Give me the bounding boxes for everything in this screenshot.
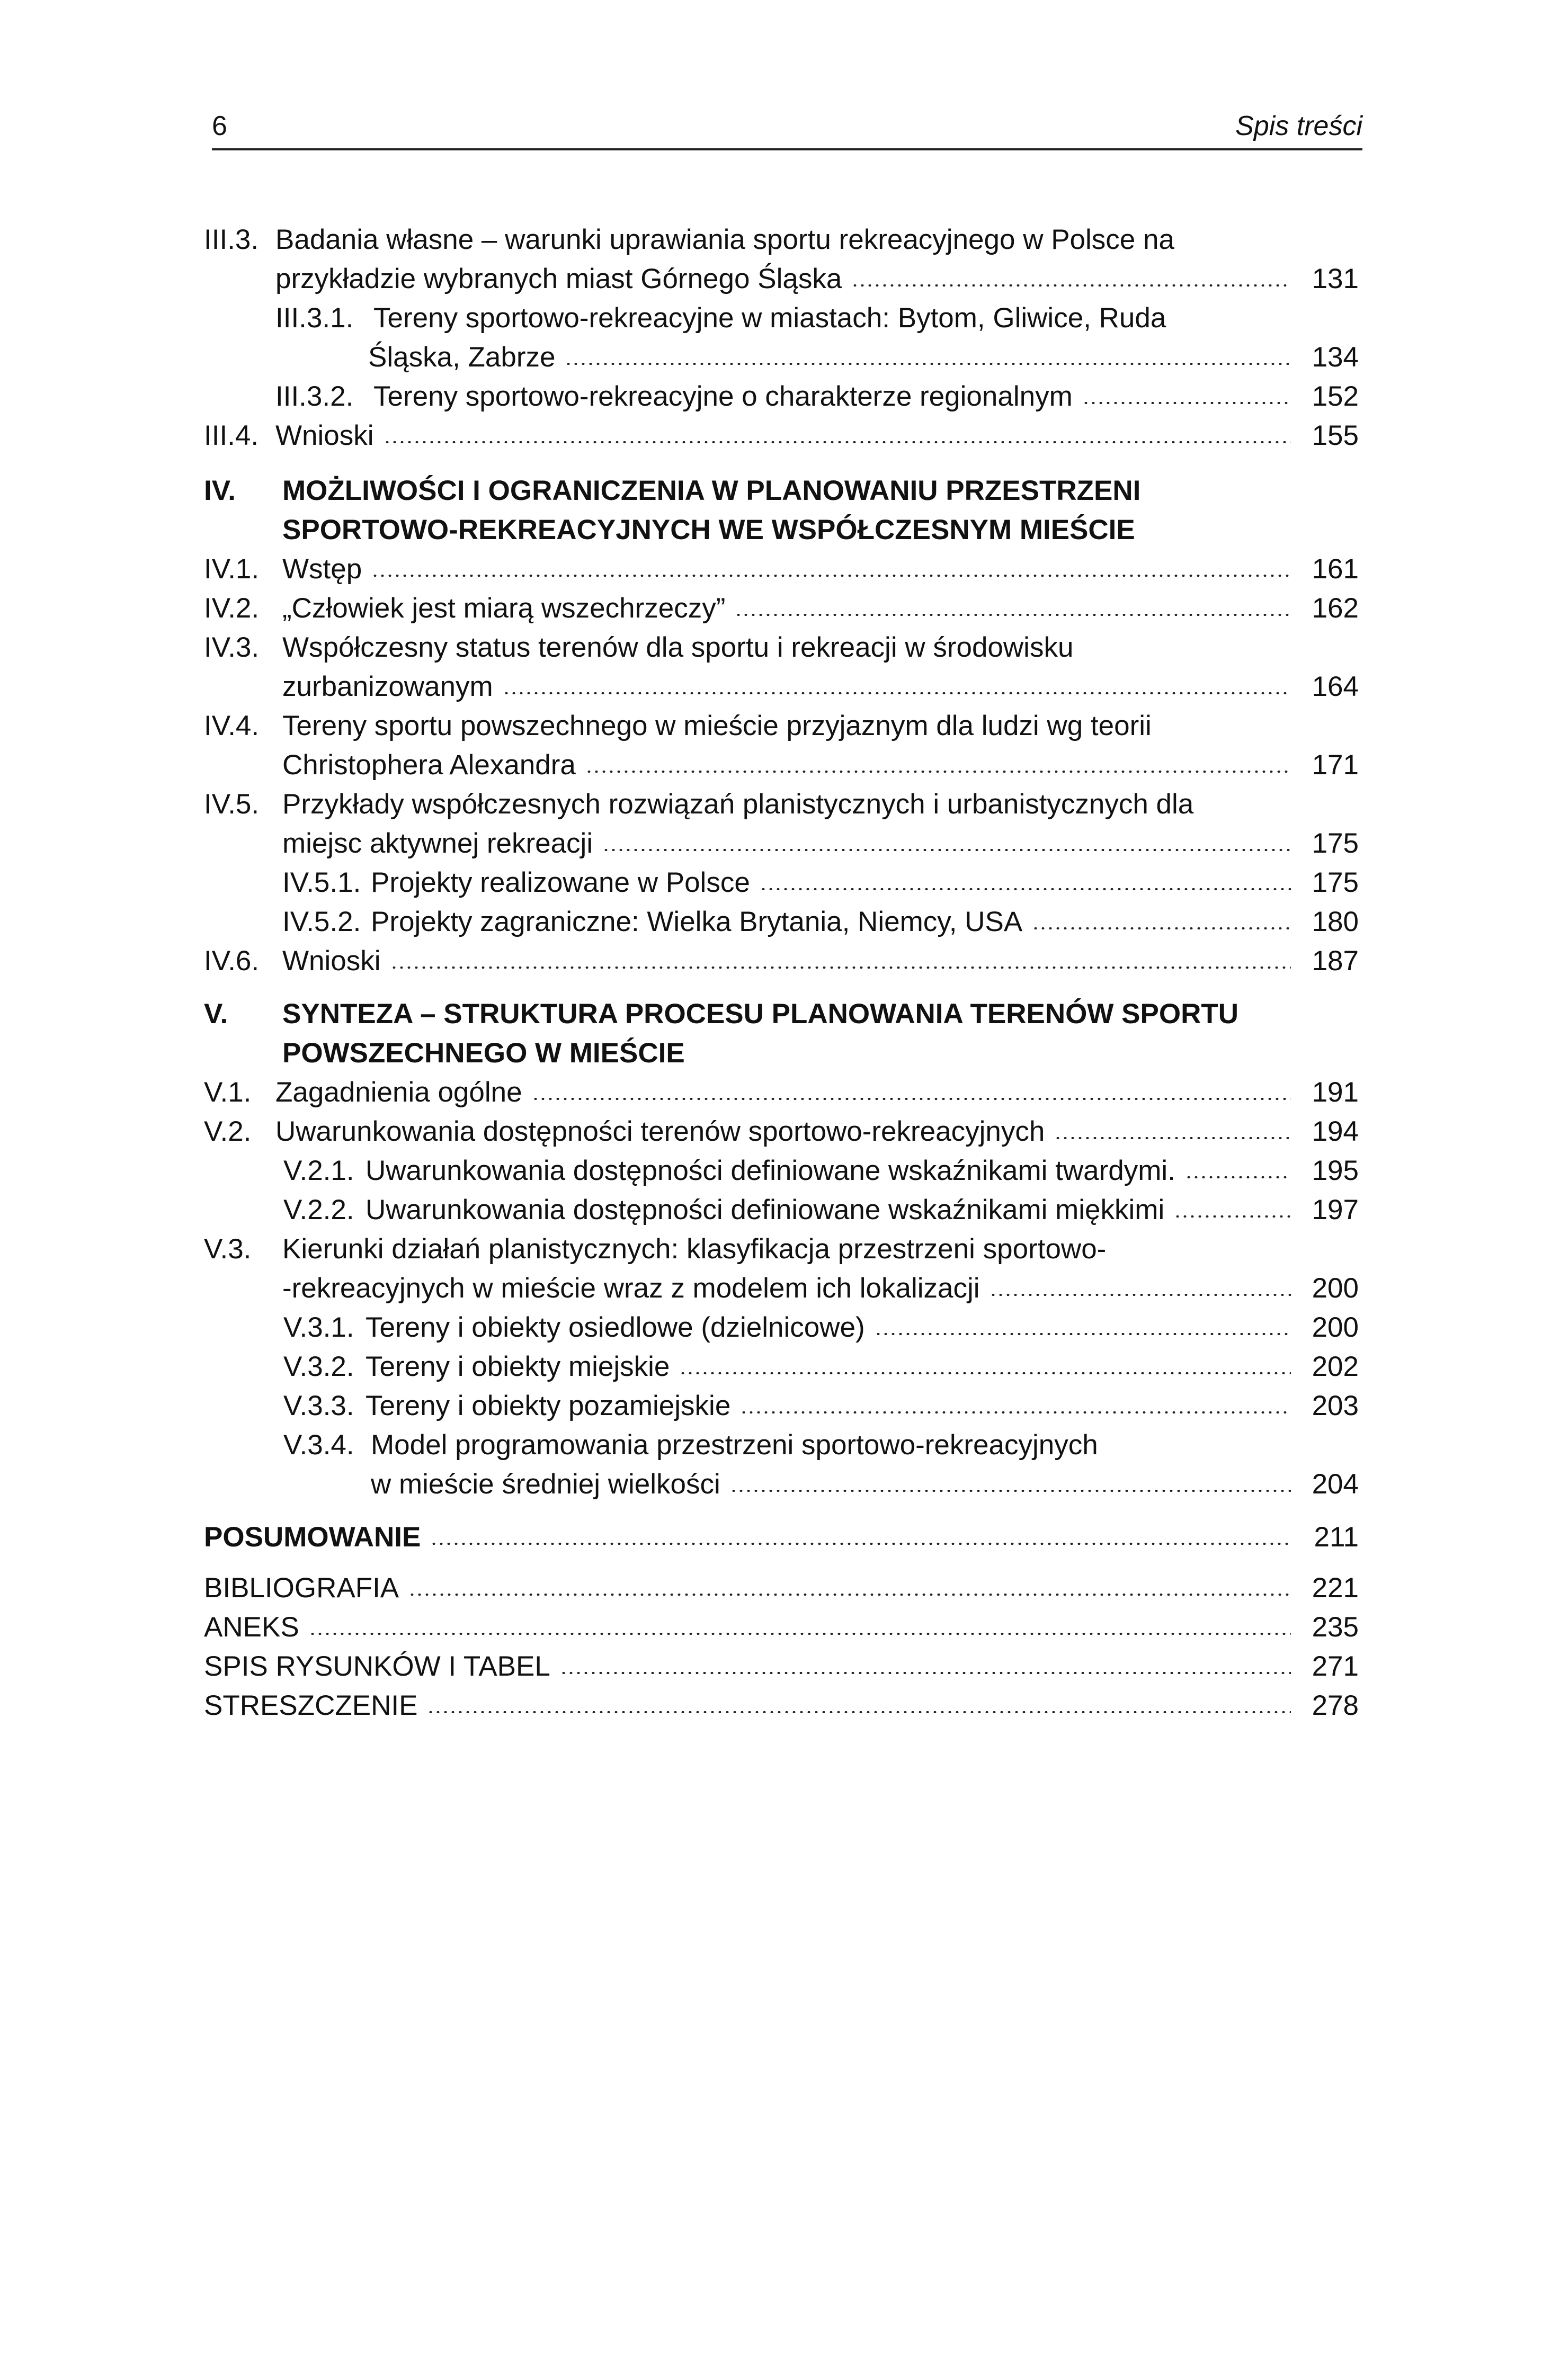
toc-page-number: 191 [1312, 1077, 1359, 1108]
toc-chapter-heading [204, 471, 1359, 511]
toc-page-number: 200 [1312, 1273, 1359, 1304]
dot-leader [990, 1294, 1291, 1296]
toc-entry-title: POSUMOWANIE [204, 1522, 421, 1553]
dot-leader [585, 771, 1291, 773]
toc-page-number: 203 [1312, 1390, 1359, 1421]
toc-entry-number: III.3.2. [275, 381, 354, 412]
toc-entry-number: IV.3. [204, 632, 260, 663]
toc-entry-title: Wnioski [275, 420, 374, 451]
toc-chapter-title: MOŻLIWOŚCI I OGRANICZENIA W PLANOWANIU PRZESTRZENI [282, 475, 1141, 506]
dot-leader [309, 1633, 1291, 1635]
toc-entry-number: V.2. [204, 1116, 252, 1147]
toc-entry [204, 1347, 1359, 1386]
toc-entry-title: Projekty realizowane w Polsce [371, 867, 750, 898]
toc-entry-title: Tereny i obiekty osiedlowe (dzielnicowe) [366, 1312, 865, 1343]
toc-entry-title: Badania własne – warunki uprawiania sportu rekreacyjnego w Polsce na [275, 224, 1174, 255]
toc-entry-title: Tereny sportowo-rekreacyjne o charakterze regionalnym [373, 381, 1073, 412]
toc-entry [204, 1112, 1359, 1151]
toc-entry [204, 416, 1359, 455]
toc-entry [204, 220, 1359, 260]
toc-page-number: 211 [1314, 1522, 1359, 1553]
toc-page-number: 202 [1312, 1351, 1359, 1382]
dot-leader [532, 1098, 1291, 1100]
toc-entry [204, 1073, 1359, 1112]
toc-entry-continuation [204, 746, 1359, 785]
toc-page-number: 180 [1312, 906, 1359, 937]
toc-entry-title: Wnioski [282, 945, 381, 977]
toc-entry [204, 785, 1359, 824]
toc-chapter-title: SYNTEZA – STRUKTURA PROCESU PLANOWANIA TERENÓW SPORTU [282, 998, 1239, 1030]
toc-entry-title: Tereny sportu powszechnego w mieście przyjaznym dla ludzi wg teorii [282, 710, 1152, 741]
toc-entry-continuation [204, 667, 1359, 706]
toc-page-number: 235 [1312, 1612, 1359, 1643]
dot-leader [602, 849, 1291, 851]
dot-leader [1032, 927, 1291, 929]
toc-entry [204, 1386, 1359, 1426]
toc-entry-number: III.3. [204, 224, 259, 255]
toc-chapter-title: SPORTOWO-REKREACYJNYCH WE WSPÓŁCZESNYM MIEŚCIE [282, 514, 1135, 545]
toc-chapter-number: V. [204, 998, 228, 1030]
toc-entry-title: SPIS RYSUNKÓW I TABEL [204, 1651, 550, 1682]
toc-entry-title: Uwarunkowania dostępności terenów sportowo-rekreacyjnych [275, 1116, 1045, 1147]
toc-chapter-title: POWSZECHNEGO W MIEŚCIE [282, 1037, 685, 1069]
toc-entry-title: Model programowania przestrzeni sportowo-rekreacyjnych [371, 1429, 1098, 1461]
dot-leader [390, 967, 1291, 969]
toc-entry [204, 1647, 1359, 1686]
toc-entry [204, 863, 1359, 902]
toc-page-number: 175 [1312, 867, 1359, 898]
toc-entry [204, 628, 1359, 667]
toc-entry-number: IV.6. [204, 945, 260, 977]
toc-entry [204, 1518, 1359, 1557]
toc-entry [204, 1191, 1359, 1230]
toc-page-number: 164 [1312, 671, 1359, 702]
toc-entry-title: Przykłady współczesnych rozwiązań planistycznych i urbanistycznych dla [282, 789, 1194, 820]
toc-entry-continuation [204, 1465, 1359, 1504]
toc-entry [204, 902, 1359, 942]
dot-leader [1054, 1137, 1291, 1139]
toc-entry-number: V.3.1. [283, 1312, 354, 1343]
toc-entry-title: -rekreacyjnych w mieście wraz z modelem ich lokalizacji [282, 1273, 980, 1304]
page-number: 6 [212, 111, 227, 141]
toc-entry-title: zurbanizowanym [282, 671, 493, 702]
toc-page-number: 134 [1312, 342, 1359, 373]
table-of-contents [204, 0, 1359, 2380]
toc-page-number: 204 [1312, 1469, 1359, 1500]
toc-entry [204, 1569, 1359, 1608]
toc-entry-title: przykładzie wybranych miast Górnego Śląska [275, 263, 842, 294]
toc-entry-number: IV.5. [204, 789, 260, 820]
toc-entry-continuation [204, 824, 1359, 863]
dot-leader [430, 1543, 1291, 1545]
toc-entry-title: Wstęp [282, 553, 362, 585]
toc-entry-title: ANEKS [204, 1612, 299, 1643]
toc-entry-number: V.1. [204, 1077, 252, 1108]
dot-leader [851, 284, 1291, 287]
dot-leader [560, 1672, 1291, 1674]
toc-page-number: 171 [1312, 749, 1359, 781]
toc-entry-number: V.3.3. [283, 1390, 354, 1421]
toc-entry-title: Śląska, Zabrze [368, 342, 556, 373]
dot-leader [760, 888, 1291, 890]
toc-entry [204, 1308, 1359, 1347]
toc-entry-number: III.3.1. [275, 302, 354, 334]
toc-chapter-heading-continuation [204, 511, 1359, 550]
toc-entry-number: IV.5.2. [282, 906, 361, 937]
dot-leader [1185, 1176, 1291, 1178]
toc-entry [204, 377, 1359, 416]
toc-entry [204, 1686, 1359, 1725]
toc-entry-title: Zagadnienia ogólne [275, 1077, 522, 1108]
dot-leader [427, 1711, 1291, 1713]
dot-leader [875, 1333, 1291, 1335]
toc-entry [204, 1608, 1359, 1647]
toc-entry-title: Uwarunkowania dostępności definiowane wskaźnikami twardymi. [366, 1155, 1175, 1186]
toc-entry-continuation [204, 1269, 1359, 1308]
toc-entry [204, 1426, 1359, 1465]
dot-leader [503, 692, 1291, 694]
toc-page-number: 278 [1312, 1690, 1359, 1721]
toc-page-number: 162 [1312, 593, 1359, 624]
toc-page-number: 195 [1312, 1155, 1359, 1186]
toc-entry [204, 706, 1359, 746]
toc-entry-number: V.3.2. [283, 1351, 354, 1382]
toc-entry-number: IV.2. [204, 593, 260, 624]
toc-entry-number: V.3.4. [283, 1429, 354, 1461]
toc-page-number: 187 [1312, 945, 1359, 977]
toc-entry-title: Tereny i obiekty miejskie [366, 1351, 670, 1382]
toc-entry-title: „Człowiek jest miarą wszechrzeczy” [282, 593, 726, 624]
dot-leader [730, 1490, 1291, 1492]
toc-page-number: 161 [1312, 553, 1359, 585]
toc-page-number: 271 [1312, 1651, 1359, 1682]
toc-entry-number: IV.5.1. [282, 867, 361, 898]
dot-leader [1174, 1215, 1291, 1218]
toc-chapter-heading-continuation [204, 1034, 1359, 1073]
toc-entry [204, 550, 1359, 589]
toc-entry-number: III.4. [204, 420, 259, 451]
dot-leader [384, 441, 1291, 443]
toc-entry-number: V.2.2. [283, 1194, 354, 1225]
toc-entry [204, 299, 1359, 338]
toc-entry-title: STRESZCZENIE [204, 1690, 418, 1721]
toc-page-number: 152 [1312, 381, 1359, 412]
toc-page-number: 221 [1312, 1572, 1359, 1604]
toc-entry-title: Uwarunkowania dostępności definiowane wskaźnikami miękkimi [366, 1194, 1165, 1225]
toc-entry-title: Tereny i obiekty pozamiejskie [366, 1390, 731, 1421]
dot-leader [1082, 402, 1291, 404]
dot-leader [371, 575, 1291, 577]
toc-chapter-number: IV. [204, 475, 236, 506]
toc-entry [204, 942, 1359, 981]
running-title: Spis treści [1235, 111, 1362, 141]
dot-leader [565, 363, 1291, 365]
toc-entry-continuation [204, 338, 1359, 377]
dot-leader [679, 1372, 1291, 1374]
toc-entry-number: IV.4. [204, 710, 260, 741]
toc-page-number: 155 [1312, 420, 1359, 451]
toc-entry-number: V.2.1. [283, 1155, 354, 1186]
toc-entry-title: Współczesny status terenów dla sportu i rekreacji w środowisku [282, 632, 1074, 663]
toc-entry-title: BIBLIOGRAFIA [204, 1572, 399, 1604]
toc-chapter-heading [204, 995, 1359, 1034]
toc-entry-title: w mieście średniej wielkości [371, 1469, 720, 1500]
toc-entry-title: Projekty zagraniczne: Wielka Brytania, Niemcy, USA [371, 906, 1023, 937]
toc-entry-title: Kierunki działań planistycznych: klasyfikacja przestrzeni sportowo- [282, 1233, 1107, 1265]
toc-entry-number: V.3. [204, 1233, 252, 1265]
toc-entry-title: miejsc aktywnej rekreacji [282, 828, 593, 859]
toc-entry-number: IV.1. [204, 553, 260, 585]
toc-entry [204, 1230, 1359, 1269]
dot-leader [408, 1594, 1291, 1596]
toc-entry-title: Christophera Alexandra [282, 749, 576, 781]
toc-entry-continuation [204, 260, 1359, 299]
toc-page-number: 175 [1312, 828, 1359, 859]
toc-entry [204, 1151, 1359, 1191]
toc-page-number: 131 [1312, 263, 1359, 294]
toc-page-number: 197 [1312, 1194, 1359, 1225]
toc-entry-title: Tereny sportowo-rekreacyjne w miastach: Bytom, Gliwice, Ruda [373, 302, 1166, 334]
toc-page-number: 200 [1312, 1312, 1359, 1343]
dot-leader [735, 614, 1291, 616]
toc-entry [204, 589, 1359, 628]
toc-page-number: 194 [1312, 1116, 1359, 1147]
dot-leader [740, 1411, 1291, 1413]
